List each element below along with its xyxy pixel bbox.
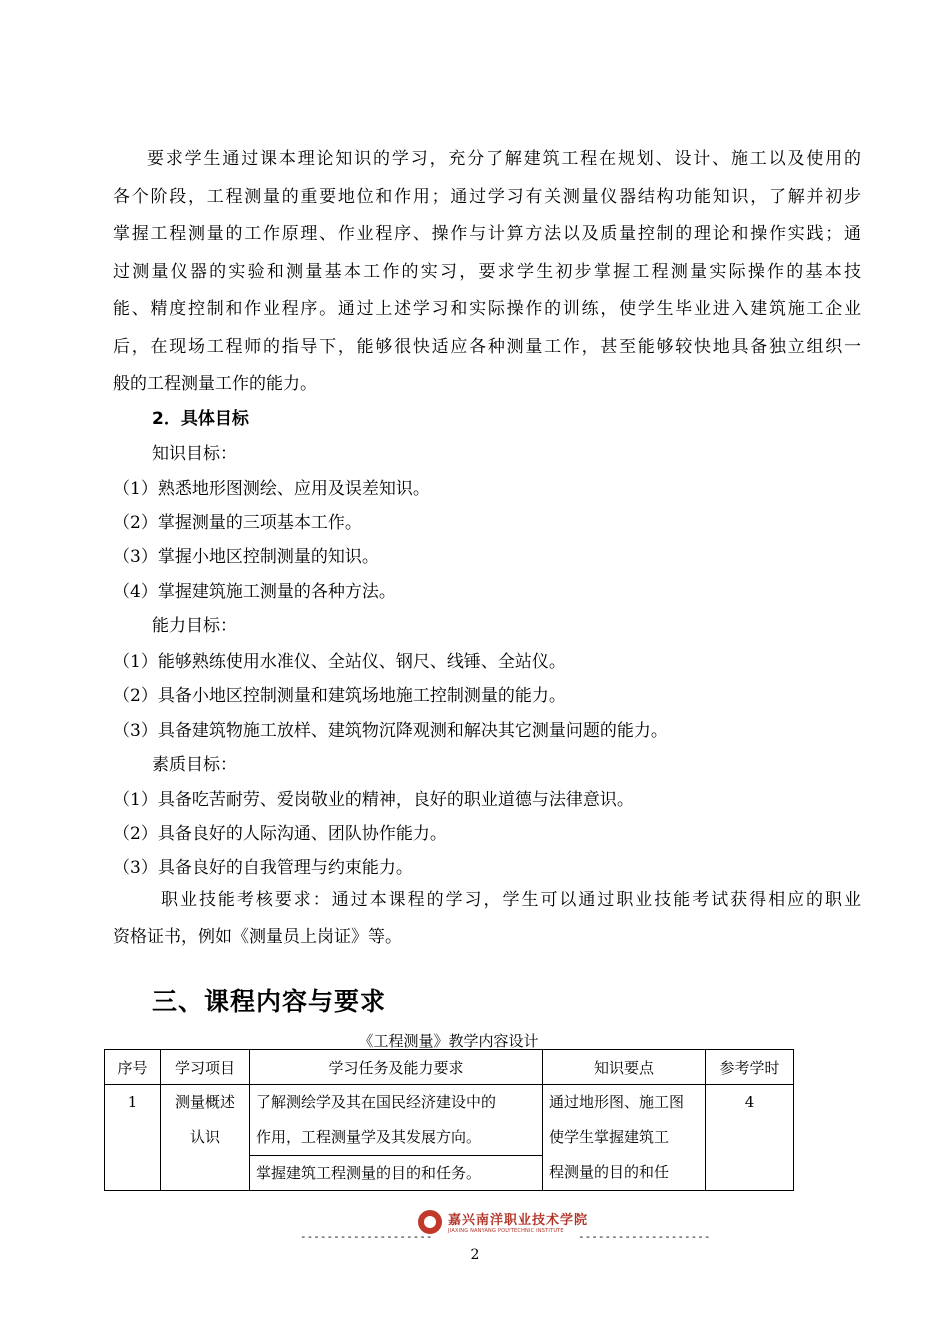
task-line: 作用，工程测量学及其发展方向。	[256, 1128, 482, 1146]
table-header-row	[105, 1050, 794, 1085]
project-line: 测量概述	[174, 1093, 235, 1111]
footer-dash-left: --------------------	[300, 1230, 433, 1243]
quality-item: （1）具备吃苦耐劳、爱岗敬业的精神，良好的职业道德与法律意识。	[113, 790, 634, 810]
school-name-cn: 嘉兴南洋职业技术学院	[448, 1213, 589, 1228]
knowledge-item: （3）掌握小地区控制测量的知识。	[113, 547, 379, 567]
ability-item: （3）具备建筑物施工放样、建筑物沉降观测和解决其它测量问题的能力。	[113, 721, 668, 741]
hours-cell: 4	[706, 1085, 794, 1191]
knowledge-line: 使学生掌握建筑工	[549, 1128, 670, 1146]
knowledge-cell	[543, 1085, 706, 1191]
task-lower: 掌握建筑工程测量的目的和任务。	[256, 1164, 482, 1182]
skill-paragraph	[113, 882, 861, 956]
footer-dash-right: --------------------	[578, 1230, 711, 1243]
quality-item: （2）具备良好的人际沟通、团队协作能力。	[113, 824, 447, 844]
task-cell	[250, 1085, 543, 1191]
ability-item: （1）能够熟练使用水准仪、全站仪、钢尺、线锤、全站仪。	[113, 652, 566, 672]
objectives-heading: 2．具体目标	[152, 409, 249, 429]
header-cell: 序号	[105, 1050, 161, 1085]
quality-title: 素质目标：	[152, 755, 237, 775]
intro-line: 过测量仪器的实验和测量基本工作的实习，要求学生初步掌握工程测量实际操作的基本技	[113, 261, 861, 282]
intro-line: 各个阶段，工程测量的重要地位和作用；通过学习有关测量仪器结构功能知识，了解并初步	[113, 186, 861, 207]
task-line: 了解测绘学及其在国民经济建设中的	[256, 1093, 497, 1111]
section-heading: 三、课程内容与要求	[152, 987, 387, 1016]
school-logo-text	[448, 1209, 588, 1234]
knowledge-line: 通过地形图、施工图	[549, 1093, 685, 1111]
header-cell: 学习项目	[161, 1050, 250, 1085]
intro-line: 要求学生通过课本理论知识的学习，充分了解建筑工程在规划、设计、施工以及使用的	[147, 149, 861, 169]
quality-item: （3）具备良好的自我管理与约束能力。	[113, 858, 413, 878]
skill-line: 资格证书，例如《测量员上岗证》等。	[113, 927, 402, 947]
knowledge-item: （2）掌握测量的三项基本工作。	[113, 513, 362, 533]
school-logo	[418, 1209, 588, 1234]
intro-line: 后，在现场工程师的指导下，能够很快适应各种测量工作，甚至能够较快地具备独立组织一	[113, 336, 861, 357]
header-cell: 参考学时	[706, 1050, 794, 1085]
project-line: 认识	[189, 1128, 220, 1146]
knowledge-title: 知识目标：	[152, 444, 237, 464]
table-row	[105, 1085, 794, 1191]
intro-line: 掌握工程测量的工作原理、作业程序、操作与计算方法以及质量控制的理论和操作实践；通	[113, 224, 861, 244]
row-number-cell: 1	[105, 1085, 161, 1191]
intro-line: 能、精度控制和作业程序。通过上述学习和实际操作的训练，使学生毕业进入建筑施工企业	[113, 299, 861, 319]
page-number: 2	[470, 1247, 480, 1263]
knowledge-item: （1）熟悉地形图测绘、应用及误差知识。	[113, 479, 430, 499]
course-content-table	[104, 1049, 794, 1191]
header-cell: 学习任务及能力要求	[250, 1050, 543, 1085]
knowledge-item: （4）掌握建筑施工测量的各种方法。	[113, 582, 396, 602]
project-cell	[161, 1085, 250, 1191]
intro-line: 般的工程测量工作的能力。	[113, 374, 317, 394]
task-upper	[250, 1085, 542, 1156]
intro-paragraph	[113, 141, 861, 404]
header-cell: 知识要点	[543, 1050, 706, 1085]
school-name-en: JIAXING NANYANG POLYTECHNIC INSTITUTE	[448, 1228, 564, 1234]
ability-item: （2）具备小地区控制测量和建筑场地施工控制测量的能力。	[113, 686, 566, 706]
skill-line: 职业技能考核要求：通过本课程的学习，学生可以通过职业技能考试获得相应的职业	[161, 890, 861, 910]
table-caption: 《工程测量》教学内容设计	[358, 1032, 539, 1050]
ability-title: 能力目标：	[152, 616, 237, 636]
knowledge-line: 程测量的目的和任	[549, 1163, 670, 1181]
